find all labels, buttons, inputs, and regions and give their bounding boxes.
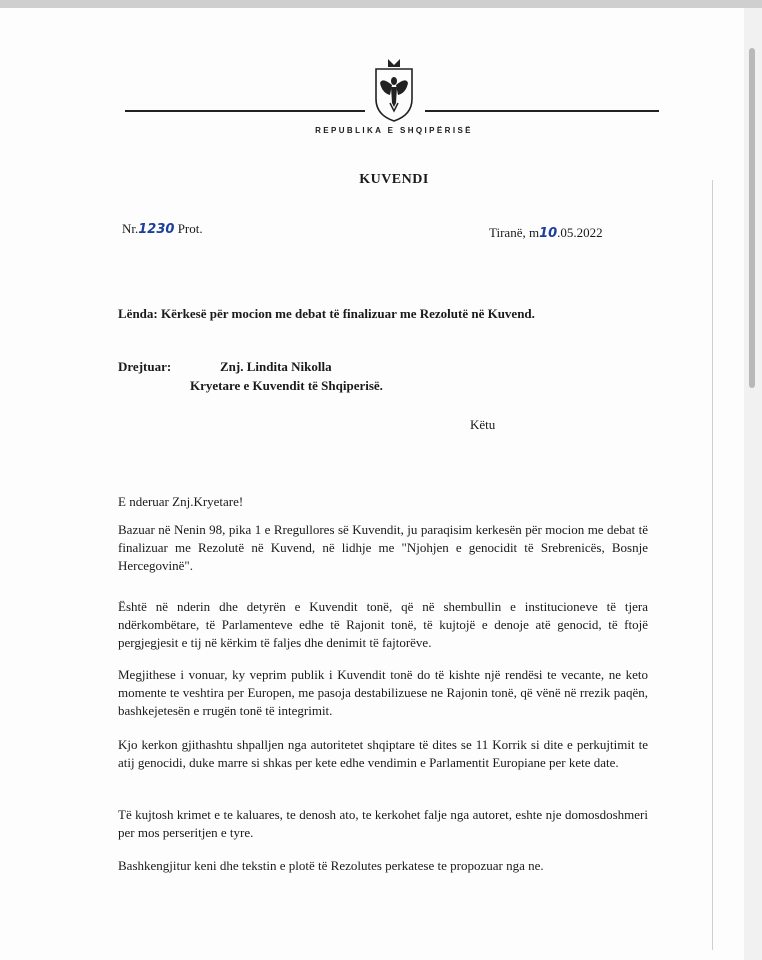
institution-heading: KUVENDI [359,172,429,187]
body-paragraph-2: Është në nderin dhe detyrën e Kuvendit tonë, që në shembullin e institucioneve të tjera ndërkombëtare, të Parlamenteve edhe të Rajonit tonë, të kujtojë e denoje atë genocid, të ftojë pergjegjesit e tij në kërkim të faljes dhe denimit të fajtorëve. [118,599,648,650]
protocol-reference [122,219,203,239]
protocol-suffix: Prot. [177,221,203,236]
place: Tiranë, m [489,225,540,240]
albania-emblem-icon [372,55,416,123]
place-date [489,223,603,243]
body-paragraph-1: Bazuar në Nenin 98, pika 1 e Rregullores së Kuvendit, ju paraqisim kerkesën për mocion me debat të finalizuar me Rezolutë në Kuvend, në lidhje me "Njohjen e genocidit të Srebrenicës, Bosnje Hercegovinë". [118,522,648,573]
vertical-scrollbar[interactable] [744,8,762,960]
date-rest: .05.2022 [557,225,603,240]
date-day-handwritten: 10 [539,226,558,241]
header-rule-left [125,110,365,112]
body-paragraph-6: Bashkengjitur keni dhe tekstin e plotë të Rezolutes perkatese te propozuar nga ne. [118,858,544,873]
addressee-here: Këtu [470,417,496,432]
body-paragraph-5: Të kujtosh krimet e te kaluares, te denosh ato, te kerkohet falje nga autoret, eshte nje domosdoshmeri per mos perseritjen e tyre. [118,807,648,840]
addressee-title: Kryetare e Kuvendit të Shqiperisë. [190,378,383,393]
subject-line: Lënda: Kërkesë për mocion me debat të finalizuar me Rezolutë në Kuvend. [118,306,535,321]
addressee-label: Drejtuar: [118,359,172,374]
header-rule-right [425,110,659,112]
body-paragraph-3: Megjithese i vonuar, ky veprim publik i Kuvendit tonë do të kishte një rendësi te vecante, ne keto momente te veshtira per Europen, me pasoja destabilizuese ne Rajonin tonë, që vënë në rrezik paqën, bashkejetesën e rrugën tonë të integrimit. [118,667,648,718]
top-bar [0,0,762,8]
body-paragraph-4: Kjo kerkon gjithashtu shpalljen nga autoritetet shqiptare të dites se 11 Korrik si dite e perkujtimit te atij genocidi, duke marre si shkas per kete edhe vendimin e Parlamentit Europiane per kete date. [118,737,648,770]
page-margin-line [712,180,713,950]
scrollbar-thumb[interactable] [749,48,755,388]
protocol-prefix: Nr. [122,221,139,236]
republic-heading: REPUBLIKA E SHQIPËRISË [315,126,473,135]
addressee-name: Znj. Lindita Nikolla [220,359,332,374]
protocol-number-handwritten: 1230 [138,222,175,237]
salutation: E nderuar Znj.Kryetare! [118,494,244,509]
